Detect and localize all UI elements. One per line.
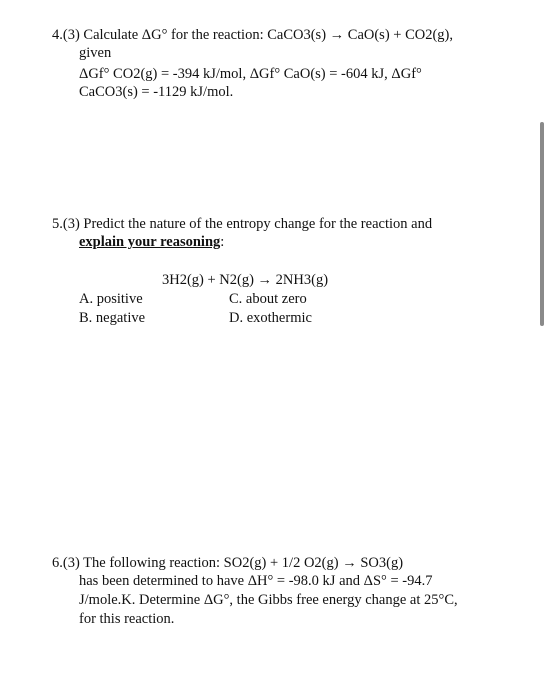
vertical-scrollbar[interactable] [540,122,544,326]
q6-line-4: for this reaction. [79,611,175,627]
q4-line-2: given [79,45,112,61]
q5-option-b: B. negative [79,310,146,326]
q5-reaction: 3H2(g) + N2(g) → 2NH3(g) [162,272,329,288]
q5-option-a: A. positive [79,291,143,307]
q5-line-2 [79,233,224,251]
q5-colon: : [220,234,225,250]
q4-line-1: 4.(3) Calculate ΔG° for the reaction: CaCO3(s) → CaO(s) + CO2(g), [52,27,454,43]
q6-line-1: 6.(3) The following reaction: SO2(g) + 1/2 O2(g) → SO3(g) [52,555,404,571]
q5-option-c: C. about zero [229,291,307,307]
q6-line-2: has been determined to have ΔH° = -98.0 kJ and ΔS° = -94.7 [79,573,433,589]
q5-emphasis: explain your reasoning [79,234,221,250]
q5-option-d: D. exothermic [229,310,312,326]
q4-line-4: CaCO3(s) = -1129 kJ/mol. [79,84,234,100]
q4-line-3: ΔGf° CO2(g) = -394 kJ/mol, ΔGf° CaO(s) = -604 kJ, ΔGf° [79,66,422,82]
q5-line-1: 5.(3) Predict the nature of the entropy change for the reaction and [52,216,433,232]
q6-line-3: J/mole.K. Determine ΔG°, the Gibbs free energy change at 25°C, [79,592,458,608]
